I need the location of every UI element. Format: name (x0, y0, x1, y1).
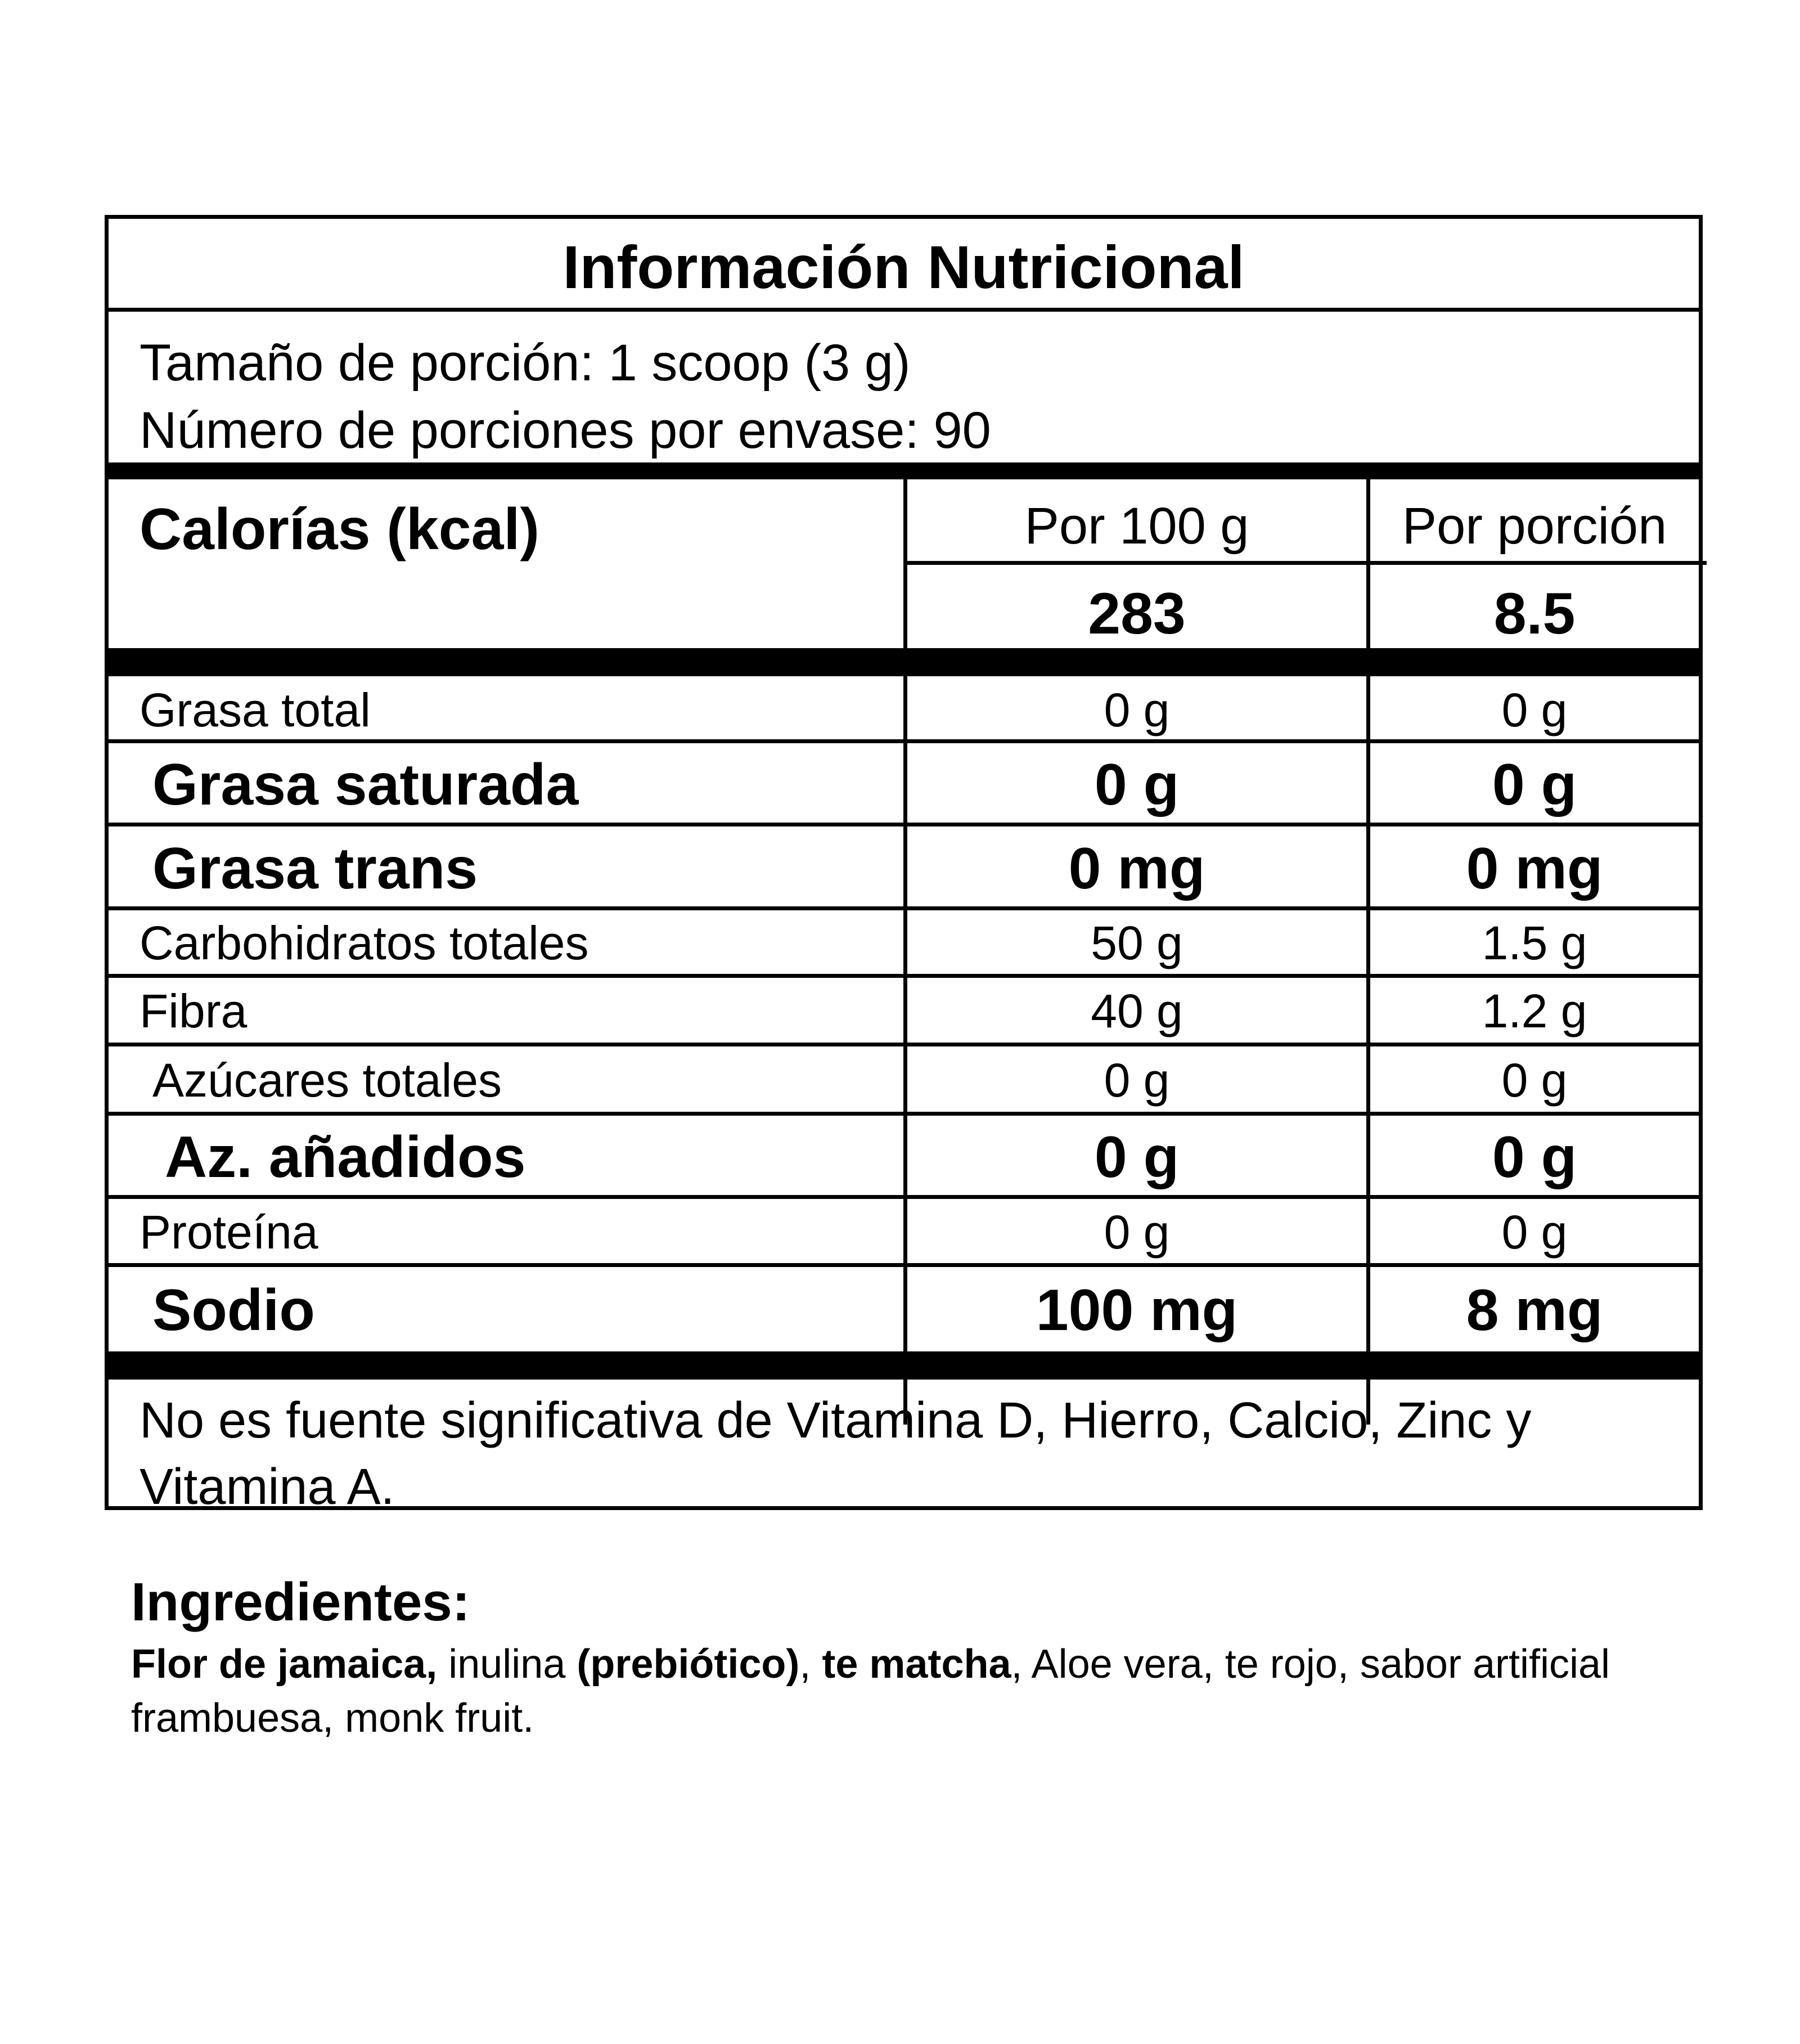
nutrient-value-per-serving: 0 g (1492, 1125, 1577, 1190)
nutrient-name: Grasa trans (152, 835, 478, 901)
label-title: Información Nutricional (562, 233, 1245, 301)
nutrient-name: Grasa saturada (152, 752, 579, 817)
row-divider (109, 1195, 1699, 1199)
nutrient-value-per-100g: 0 g (1094, 1125, 1180, 1190)
footnote: No es fuente significativa de Vitamina D, Hierro, Calcio, Zinc y Vitamina A. (140, 1392, 1532, 1515)
nutrient-name: Azúcares totales (152, 1053, 502, 1107)
ingredient-text: , Aloe vera, te rojo, sabor artificial frambuesa, monk fruit. (131, 1642, 1610, 1741)
nutrient-value-per-serving: 8 mg (1466, 1278, 1603, 1343)
column-header-per-100g: Por 100 g (1024, 497, 1249, 555)
ingredient-bold: Flor de jamaica, (131, 1642, 438, 1687)
nutrient-value-per-serving: 0 g (1501, 1205, 1568, 1259)
nutrient-value-per-100g: 0 g (1104, 683, 1170, 736)
column-header-per-serving: Por porción (1402, 497, 1667, 555)
nutrient-value-per-serving: 0 mg (1466, 835, 1603, 901)
thick-divider (109, 1351, 1699, 1380)
nutrient-value-per-100g: 0 g (1104, 1053, 1170, 1107)
calories-label: Calorías (kcal) (140, 497, 539, 562)
nutrient-value-per-serving: 0 g (1501, 683, 1568, 736)
ingredient-text: , (799, 1642, 822, 1687)
nutrient-value-per-100g: 0 g (1104, 1205, 1170, 1259)
serving-size: Tamaño de porción: 1 scoop (3 g) (140, 334, 911, 392)
nutrient-value-per-serving: 0 g (1501, 1053, 1568, 1107)
thick-divider (109, 648, 1699, 676)
row-divider (109, 906, 1699, 910)
nutrient-value-per-serving: 0 g (1492, 752, 1577, 817)
row-divider (109, 823, 1699, 826)
ingredients-title: Ingredientes: (131, 1572, 470, 1632)
nutrient-value-per-100g: 0 mg (1068, 835, 1205, 901)
calories-per-serving: 8.5 (1493, 581, 1576, 646)
row-divider (109, 1043, 1699, 1046)
nutrient-value-per-serving: 1.5 g (1482, 917, 1587, 969)
servings-per-container: Número de porciones por envase: 90 (140, 402, 991, 459)
nutrient-name: Fibra (140, 985, 248, 1037)
calories-per-100g: 283 (1088, 581, 1186, 646)
nutrient-value-per-serving: 1.2 g (1482, 985, 1587, 1037)
nutrient-value-per-100g: 0 g (1094, 752, 1180, 817)
ingredient-text: inulina (437, 1642, 577, 1687)
column-divider (1366, 479, 1370, 1425)
row-divider (109, 974, 1699, 978)
row-divider (109, 1112, 1699, 1116)
nutrient-name: Carbohidratos totales (140, 917, 589, 969)
ingredient-bold: te matcha (822, 1642, 1011, 1687)
nutrient-name: Proteína (140, 1205, 318, 1259)
ingredient-bold: (prebiótico) (577, 1642, 800, 1687)
nutrition-label (105, 215, 1703, 1515)
nutrient-value-per-100g: 100 mg (1036, 1278, 1238, 1343)
thick-divider (109, 462, 1699, 479)
nutrient-value-per-100g: 40 g (1091, 985, 1183, 1037)
row-divider (109, 739, 1699, 743)
ingredients-list (131, 1637, 1650, 1745)
row-divider (109, 1263, 1699, 1267)
nutrient-name: Sodio (152, 1278, 315, 1343)
divider (109, 308, 1699, 312)
divider (903, 561, 1707, 565)
nutrient-name: Az. añadidos (165, 1125, 526, 1190)
column-divider (903, 862, 907, 1425)
nutrient-value-per-100g: 50 g (1091, 917, 1183, 969)
nutrient-name: Grasa total (140, 683, 371, 736)
